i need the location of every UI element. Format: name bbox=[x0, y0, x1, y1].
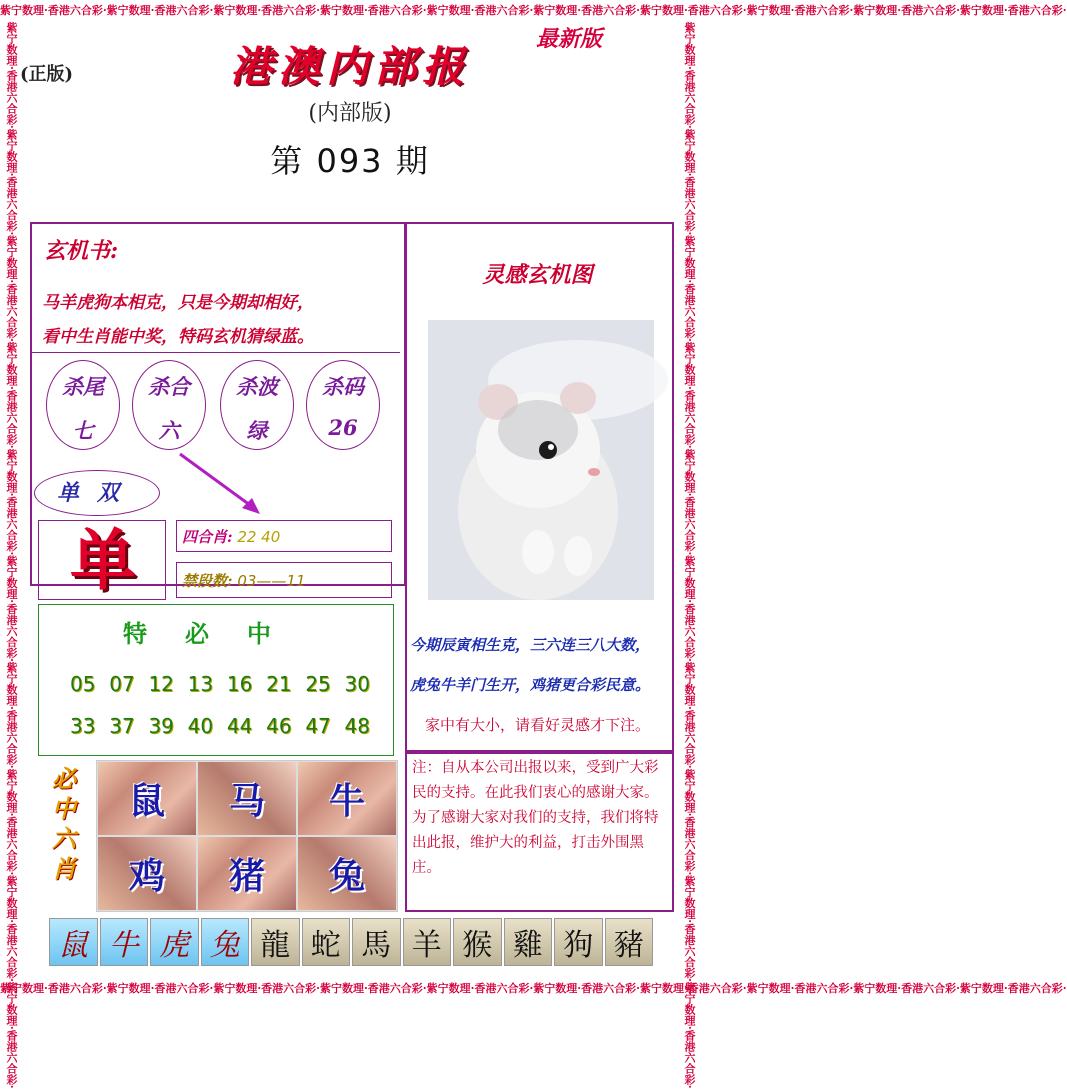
inspiration-line-2: 虎兔牛羊门生开，鸡猪更合彩民意。 bbox=[410, 676, 651, 694]
inspiration-line-1: 今期辰寅相生克，三六连三八大数， bbox=[410, 636, 651, 654]
zodiac-bar-item: 豬 bbox=[605, 918, 654, 966]
numbers-row-2 bbox=[70, 714, 370, 738]
odd-big-char: 单 bbox=[70, 521, 136, 599]
banned-range-line bbox=[182, 570, 306, 591]
kill-combo-oval bbox=[132, 360, 206, 450]
hamster-icon bbox=[428, 320, 654, 600]
vertical-char: 肖 bbox=[52, 854, 76, 883]
xuanji-line-1: 马羊虎狗本相克，只是今期却相好， bbox=[42, 293, 314, 313]
kill-combo-value: 六 bbox=[158, 418, 180, 443]
issue-number bbox=[230, 136, 470, 182]
zodiac-bar-item: 蛇 bbox=[302, 918, 351, 966]
hamster-image bbox=[428, 320, 654, 600]
zodiac-bar-item: 鼠 bbox=[49, 918, 98, 966]
frame-top-banner: 紫宁数理·香港六合彩·紫宁数理·香港六合彩·紫宁数理·香港六合彩·紫宁数理·香港六合彩·紫宁数理·香港六合彩·紫宁数理·香港六合彩·紫宁数理·香港六合彩·紫宁数理·香港六合彩·紫宁数理·香港六合彩·紫宁数理·香港六合彩· bbox=[0, 4, 1067, 17]
zodiac-bar-item: 馬 bbox=[352, 918, 401, 966]
four-zodiac-value: 22 40 bbox=[237, 528, 281, 546]
number-cell: 25 bbox=[305, 672, 331, 696]
zodiac-cell bbox=[297, 761, 397, 836]
zodiac-cell bbox=[297, 836, 397, 911]
kill-tail-oval bbox=[46, 360, 120, 450]
number-cell: 46 bbox=[266, 714, 292, 738]
zodiac-char: 猪 bbox=[228, 855, 265, 897]
number-cell: 13 bbox=[187, 672, 214, 696]
zodiac-cell bbox=[197, 761, 297, 836]
genuine-tag: (正版) bbox=[20, 64, 74, 85]
number-cell: 40 bbox=[187, 714, 214, 738]
zodiac-char: 牛 bbox=[328, 780, 365, 822]
zodiac-bar bbox=[48, 918, 654, 966]
banned-range-label: 禁段数: bbox=[182, 572, 233, 590]
frame-left-banner: 紫宁数理·香港六合彩·紫宁数理·香港六合彩·紫宁数理·香港六合彩·紫宁数理·香港六合彩·紫宁数理·香港六合彩·紫宁数理·香港六合彩·紫宁数理·香港六合彩·紫宁数理·香港六合彩·紫宁数理·香港六合彩·紫宁数理·香港六合彩· bbox=[5, 22, 18, 1089]
zodiac-char: 马 bbox=[228, 780, 265, 822]
number-cell: 12 bbox=[148, 672, 174, 696]
zodiac-cell bbox=[97, 836, 197, 911]
number-cell: 44 bbox=[226, 714, 253, 738]
issue-suffix: 期 bbox=[395, 142, 430, 180]
number-cell: 21 bbox=[266, 672, 292, 696]
page-title: 港澳内部报 bbox=[229, 42, 470, 91]
number-cell: 37 bbox=[109, 714, 135, 738]
inspiration-title: 灵感玄机图 bbox=[482, 262, 593, 288]
kill-number-label: 杀码 bbox=[322, 374, 364, 399]
six-zodiac-grid bbox=[96, 760, 398, 912]
issue-prefix: 第 bbox=[270, 142, 305, 180]
number-cell: 16 bbox=[226, 672, 253, 696]
banned-range-value: 03——11 bbox=[237, 572, 306, 590]
zodiac-bar-item: 狗 bbox=[554, 918, 603, 966]
kill-tail-label: 杀尾 bbox=[62, 374, 104, 399]
four-zodiac-line bbox=[182, 526, 280, 547]
kill-wave-oval bbox=[220, 360, 294, 450]
kill-wave-label: 杀波 bbox=[236, 374, 278, 399]
number-cell: 39 bbox=[148, 714, 174, 738]
zodiac-bar-item: 羊 bbox=[403, 918, 452, 966]
number-cell: 48 bbox=[344, 714, 370, 738]
zodiac-bar-item: 雞 bbox=[504, 918, 553, 966]
odd-even-oval: 单双 bbox=[34, 470, 160, 516]
zodiac-char: 鼠 bbox=[128, 780, 165, 822]
arrow-icon bbox=[170, 448, 270, 520]
zodiac-cell bbox=[197, 836, 297, 911]
kill-number-value: 26 bbox=[328, 415, 358, 440]
vertical-char: 中 bbox=[52, 794, 76, 823]
zodiac-bar-item: 龍 bbox=[251, 918, 300, 966]
zodiac-cell bbox=[97, 761, 197, 836]
kill-wave-value: 绿 bbox=[246, 418, 268, 443]
zodiac-bar-item: 虎 bbox=[150, 918, 199, 966]
six-zodiac-vertical-title bbox=[44, 764, 84, 884]
zodiac-char: 兔 bbox=[328, 855, 365, 897]
vertical-char: 六 bbox=[52, 824, 76, 853]
divider-xuanji bbox=[32, 352, 400, 353]
frame-bottom-banner: 紫宁数理·香港六合彩·紫宁数理·香港六合彩·紫宁数理·香港六合彩·紫宁数理·香港六合彩·紫宁数理·香港六合彩·紫宁数理·香港六合彩·紫宁数理·香港六合彩·紫宁数理·香港六合彩·紫宁数理·香港六合彩·紫宁数理·香港六合彩· bbox=[0, 982, 1067, 995]
zodiac-bar-item: 牛 bbox=[100, 918, 149, 966]
numbers-row-1 bbox=[70, 672, 370, 696]
zodiac-char: 鸡 bbox=[128, 855, 165, 897]
number-cell: 30 bbox=[344, 672, 370, 696]
inspiration-warning: 家中有大小，请看好灵感才下注。 bbox=[424, 716, 650, 734]
number-cell: 47 bbox=[305, 714, 331, 738]
xuanji-title: 玄机书: bbox=[44, 238, 119, 264]
zodiac-bar-item: 猴 bbox=[453, 918, 502, 966]
kill-number-oval bbox=[306, 360, 380, 450]
notice-text: 注：自从本公司出报以来，受到广大彩民的支持。在此我们衷心的感谢大家。为了感谢大家对我们的支持，我们将特出此报，维护大的利益，打击外围黑庄。 bbox=[412, 760, 659, 876]
number-cell: 05 bbox=[70, 672, 96, 696]
number-cell: 33 bbox=[70, 714, 96, 738]
four-zodiac-label: 四合肖: bbox=[182, 528, 233, 546]
kill-tail-value: 七 bbox=[72, 418, 94, 443]
xuanji-line-2: 看中生肖能中奖，特码玄机猜绿蓝。 bbox=[42, 327, 314, 347]
zodiac-bar-item: 兔 bbox=[201, 918, 250, 966]
kill-combo-label: 杀合 bbox=[148, 374, 190, 399]
latest-edition-tag: 最新版 bbox=[536, 26, 603, 52]
special-must-hit-title: 特必中 bbox=[123, 619, 309, 648]
frame-right-banner: 紫宁数理·香港六合彩·紫宁数理·香港六合彩·紫宁数理·香港六合彩·紫宁数理·香港六合彩·紫宁数理·香港六合彩·紫宁数理·香港六合彩·紫宁数理·香港六合彩·紫宁数理·香港六合彩·紫宁数理·香港六合彩·紫宁数理·香港六合彩· bbox=[683, 22, 696, 1089]
vertical-char: 必 bbox=[52, 764, 76, 793]
page-subtitle: (内部版) bbox=[308, 101, 392, 126]
number-cell: 07 bbox=[109, 672, 135, 696]
issue-value: 093 bbox=[316, 142, 384, 180]
